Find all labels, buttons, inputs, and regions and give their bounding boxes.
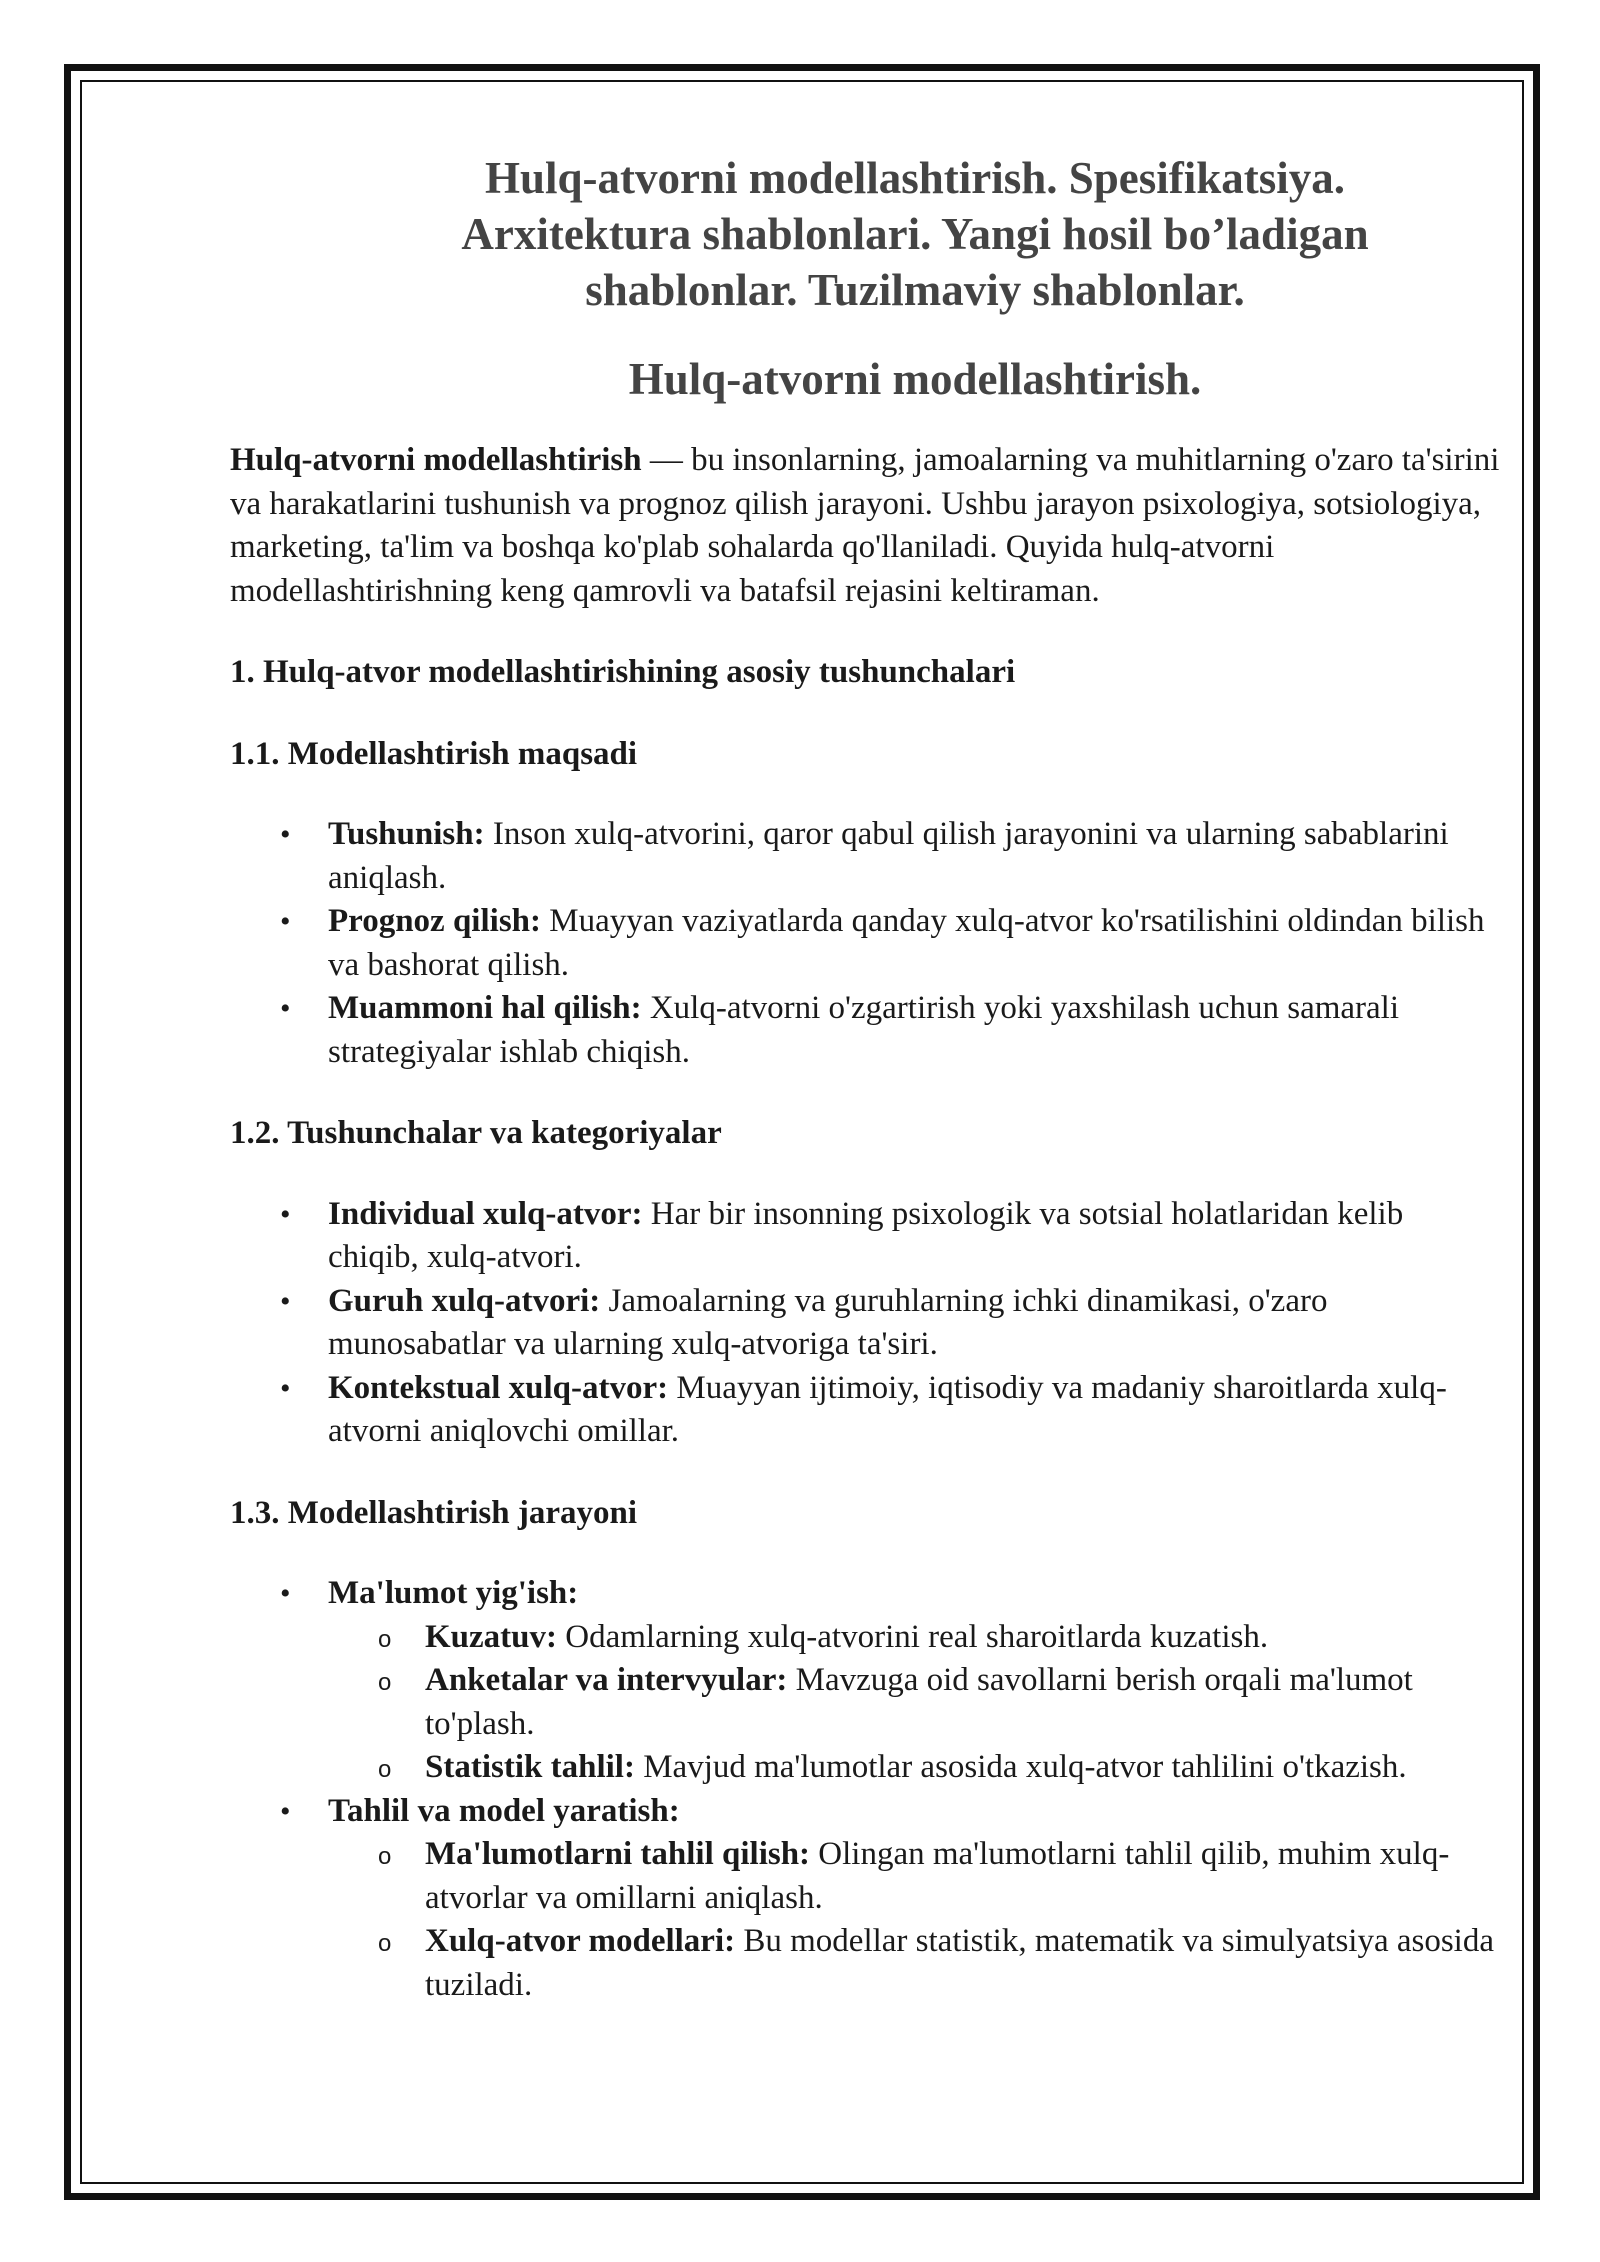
document-title <box>230 150 1500 318</box>
group-label: Ma'lumot yig'ish: <box>328 1575 579 1611</box>
item-text: Xulq-atvorni o'zgartirish yoki yaxshilash uchun samarali strategiyalar ishlab chiqish. <box>328 990 1400 1070</box>
sub-bullet-glyph: o <box>378 1930 392 1957</box>
sub-bullet-glyph: o <box>378 1669 392 1696</box>
item-label: Xulq-atvor modellari: <box>425 1923 736 1959</box>
heading-1-1: 1.1. Modellashtirish maqsadi <box>230 735 638 772</box>
list-1-2 <box>230 1193 1500 1454</box>
sub-list-item <box>328 1833 1500 1920</box>
item-label: Guruh xulq-atvori: <box>328 1282 601 1319</box>
item-text: Mavzuga oid savollarni berish orqali ma'lumot to'plash. <box>425 1662 1413 1742</box>
bullet-glyph: • <box>280 818 291 851</box>
sub-list <box>328 1833 1500 2007</box>
heading-1-3: 1.3. Modellashtirish jarayoni <box>230 1494 638 1531</box>
item-text: Olingan ma'lumotlarni tahlil qilib, muhim xulq-atvorlar va omillarni aniqlash. <box>425 1836 1450 1916</box>
sub-bullet-glyph: o <box>378 1843 392 1870</box>
bullet-glyph: • <box>280 1577 291 1610</box>
bullet-glyph: • <box>280 1794 291 1828</box>
bullet-glyph: • <box>280 1197 291 1231</box>
list-item <box>230 813 1500 900</box>
bullet-glyph: • <box>280 1371 291 1405</box>
item-label: Kontekstual xulq-atvor: <box>328 1369 669 1406</box>
document-body <box>230 150 1500 2007</box>
sub-list-item <box>328 1746 1500 1790</box>
sub-list-item <box>328 1659 1500 1746</box>
item-label: Ma'lumotlarni tahlil qilish: <box>425 1836 811 1872</box>
section-title: Hulq-atvorni modellashtirish. <box>628 354 1202 404</box>
sub-list-item <box>328 1616 1500 1660</box>
item-text: Har bir insonning psixologik va sotsial holatlaridan kelib chiqib, xulq-atvori. <box>328 1195 1404 1275</box>
item-text: Odamlarning xulq-atvorini real sharoitlarda kuzatish. <box>557 1618 1269 1655</box>
list-item <box>230 987 1500 1074</box>
intro-paragraph <box>230 439 1500 613</box>
list-item <box>230 1280 1500 1367</box>
list-item <box>230 1790 1500 2008</box>
title-line-2: Arxitektura shablonlari. Yangi hosil bo’ladigan <box>461 209 1369 259</box>
sub-bullet-glyph: o <box>378 1625 392 1653</box>
heading-1: 1. Hulq-atvor modellashtirishining asosiy tushunchalari <box>230 654 1016 690</box>
intro-text: — bu insonlarning, jamoalarning va muhitlarning o'zaro ta'sirini va harakatlarini tushunish va prognoz qilish jarayoni. Ushbu jarayon psixologiya, sotsiologiya, marketing, ta'lim va boshqa ko'plab sohalarda qo'llaniladi. Quyida hulq-atvorni modellashtirishning keng qamrovli va batafsil rejasini keltiraman. <box>230 442 1500 609</box>
item-text: Mavjud ma'lumotlar asosida xulq-atvor tahlilini o'tkazish. <box>634 1749 1407 1785</box>
list-1-3 <box>230 1572 1500 2007</box>
group-label: Tahlil va model yaratish: <box>328 1792 680 1829</box>
bullet-glyph: • <box>280 905 291 938</box>
item-text: Inson xulq-atvorini, qaror qabul qilish jarayonini va ularning sabablarini aniqlash. <box>328 816 1449 896</box>
item-label: Muammoni hal qilish: <box>328 990 642 1026</box>
list-1-1 <box>230 813 1500 1074</box>
sub-list <box>328 1616 1500 1790</box>
title-line-1: Hulq-atvorni modellashtirish. Spesifikatsiya. <box>484 153 1346 203</box>
sub-bullet-glyph: o <box>378 1756 392 1783</box>
sub-list-item <box>328 1920 1500 2007</box>
intro-term: Hulq-atvorni modellashtirish <box>230 442 642 478</box>
heading-1-2: 1.2. Tushunchalar va kategoriyalar <box>230 1115 722 1151</box>
bullet-glyph: • <box>280 1284 291 1318</box>
item-text: Muayyan ijtimoiy, iqtisodiy va madaniy sharoitlarda xulq-atvorni aniqlovchi omillar. <box>328 1369 1447 1449</box>
item-label: Statistik tahlil: <box>425 1749 635 1785</box>
item-label: Kuzatuv: <box>425 1618 557 1655</box>
item-text: Muayyan vaziyatlarda qanday xulq-atvor ko'rsatilishini oldindan bilish va bashorat qilish. <box>328 903 1485 983</box>
item-text: Bu modellar statistik, matematik va simulyatsiya asosida tuziladi. <box>425 1923 1494 2003</box>
bullet-glyph: • <box>280 992 291 1025</box>
item-text: Jamoalarning va guruhlarning ichki dinamikasi, o'zaro munosabatlar va ularning xulq-atvoriga ta'siri. <box>328 1282 1328 1362</box>
list-item <box>230 1572 1500 1790</box>
title-line-3: shablonlar. Tuzilmaviy shablonlar. <box>585 265 1245 315</box>
list-item <box>230 900 1500 987</box>
item-label: Individual xulq-atvor: <box>328 1195 643 1232</box>
item-label: Prognoz qilish: <box>328 903 542 939</box>
item-label: Tushunish: <box>328 816 485 852</box>
list-item <box>230 1367 1500 1454</box>
list-item <box>230 1193 1500 1280</box>
item-label: Anketalar va intervyular: <box>425 1662 788 1698</box>
